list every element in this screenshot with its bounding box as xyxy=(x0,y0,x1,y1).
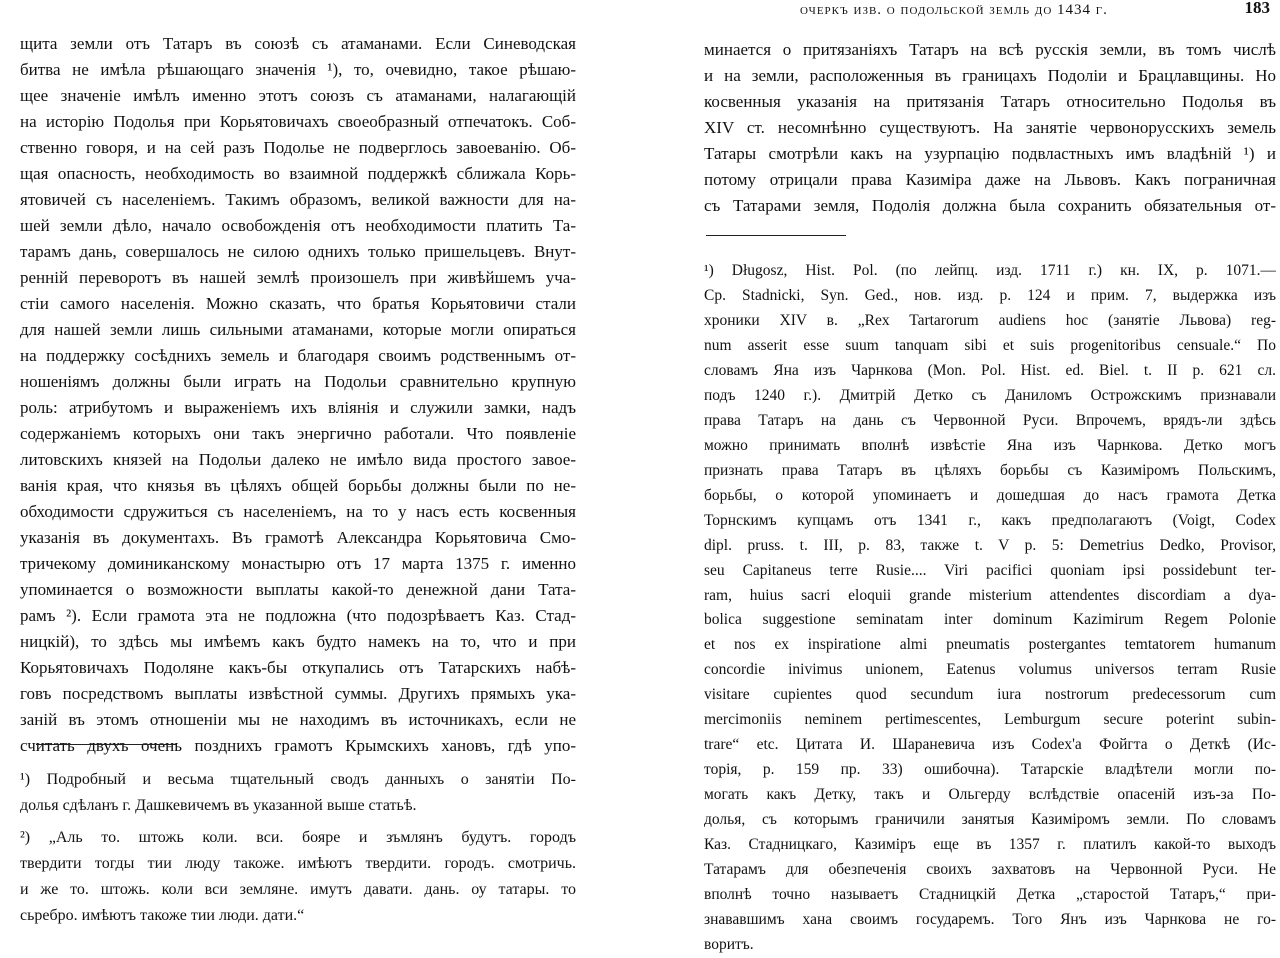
footnote-line: trare“ etc. Цитата И. Шараневича изъ Codex'a Фойгта о Деткѣ (Ис- xyxy=(704,736,1276,753)
body-line: рамъ ²). Если грамота эта не подложна (что подозрѣваетъ Каз. Стад- xyxy=(20,606,576,625)
footnote-line: ram, huius sacri eloquii grande misterium attendentes discordiam a dya- xyxy=(704,587,1276,604)
body-line: XIV ст. несомнѣнно существуютъ. На занятіе червонорусскихъ земель xyxy=(704,118,1276,137)
body-line: потому отрицали права Казиміра даже на Львовъ. Какъ пограничная xyxy=(704,170,1276,189)
body-line: щая опасность, необходимость во взаимной поддержкѣ сближала Корь- xyxy=(20,164,576,183)
body-line: ванія края, что князья въ цѣляхъ общей борьбы должны были по не- xyxy=(20,476,576,495)
footnote-line: concordie inivimus unionem, Eatenus volumus universos terram Rusie xyxy=(704,661,1276,678)
footnote-line: вполнѣ точно называетъ Стадницкій Детка „старостой Татаръ,“ при- xyxy=(704,886,1276,903)
body-line: Корьятовичахъ Подоляне какъ-бы откупались отъ Татарскихъ набѣ- xyxy=(20,658,576,677)
body-line: ницкій), то здѣсь мы имѣемъ какъ будто намекъ на то, что и при xyxy=(20,632,576,651)
footnote-line: и же то. штожь. коли вси земляне. имутъ давати. дань. оу татары. то xyxy=(20,881,576,898)
body-line: и на земли, расположенныя въ границахъ Подоліи и Брацлавщины. Но xyxy=(704,66,1276,85)
body-line: на поддержку сосѣднихъ земель и благодаря своимъ родственнымъ от- xyxy=(20,346,576,365)
body-line: литовскихъ князей на Подольи далеко не имѣло вида простого завое- xyxy=(20,450,576,469)
footnote-line: et nos ex inspiratione almi pneumatis postergantes temtatorem humanum xyxy=(704,636,1276,653)
body-line: стіи самого населенія. Можно сказать, что братья Корьятовичи стали xyxy=(20,294,576,313)
body-line: заній въ этомъ отношеніи мы не находимъ въ источникахъ, если не xyxy=(20,710,576,729)
body-line: ренній переворотъ въ нашей землѣ произошелъ при живѣйшемъ уча- xyxy=(20,268,576,287)
footnote-line: могать какъ Детку, такъ и Ольгерду вслѣдствіе опасеній изъ-за По- xyxy=(704,786,1276,803)
body-line: на исторію Подолья при Корьятовичахъ своеобразный отпечатокъ. Соб- xyxy=(20,112,576,131)
body-line: шей земли дѣло, начало освобожденія отъ необходимости платить Та- xyxy=(20,216,576,235)
footnote-line: mercimoniis neminem pertimescentes, Lemburgum secure poterint subin- xyxy=(704,711,1276,728)
footnote-line: dipl. pruss. t. III, p. 83, также t. V p. 5: Demetrius Dedko, Provisor, xyxy=(704,537,1276,554)
footnote-line: можно принимать вполнѣ извѣстіе Яна изъ Чарнкова. Детко могъ xyxy=(704,437,1276,454)
footnote-line: Каз. Стадницкаго, Казиміръ еще въ 1357 г. платилъ какой-то выходъ xyxy=(704,836,1276,853)
footnote-line: ¹) Подробный и весьма тщательный сводъ данныхъ о занятіи По- xyxy=(20,771,576,788)
footnote-line: долья, съ которымъ граничили занятыя Казиміромъ земли. По словамъ xyxy=(704,811,1276,828)
footnote-rule xyxy=(36,744,176,745)
footnote-line: visitare cupientes quod secundum iura nostrorum predecessorum cum xyxy=(704,686,1276,703)
footnote-line: права Татаръ на дань съ Червонной Руси. Впрочемъ, врядъ-ли здѣсь xyxy=(704,412,1276,429)
body-line: щита земли отъ Татаръ въ союзѣ съ атаманами. Если Синеводская xyxy=(20,34,576,53)
body-line: Татары смотрѣли какъ на узурпацію подвластныхъ имъ владѣній ¹) и xyxy=(704,144,1276,163)
footnote-line: словамъ Яна изъ Чарнкова (Mon. Pol. Hist. ed. Biel. t. II p. 621 сл. xyxy=(704,362,1276,379)
footnote-line: хроники XIV в. „Rex Tartarorum audiens hoc (занятіе Львова) reg- xyxy=(704,312,1276,329)
running-head: очеркъ изв. о подольской земль до 1434 г. xyxy=(800,2,1108,18)
body-line: съ Татарами земля, Подолія должна была сохранить обязательныя от- xyxy=(704,196,1276,215)
body-line: щее значеніе имѣлъ именно этотъ союзъ съ атаманами, налагающій xyxy=(20,86,576,105)
body-line: минается о притязаніяхъ Татаръ на всѣ русскія земли, въ томъ числѣ xyxy=(704,40,1276,59)
footnote-line: воритъ. xyxy=(704,936,754,953)
body-line: для нашей земли лишь сильными атаманами, которые могли опираться xyxy=(20,320,576,339)
body-line: ятовичей съ населеніемъ. Такимъ образомъ, великой важности для на- xyxy=(20,190,576,209)
page-number: 183 xyxy=(1244,0,1270,17)
body-line: упоминается о возможности выплаты какой-то денежной дани Тата- xyxy=(20,580,576,599)
footnote-line: Торнскимъ купцамъ отъ 1341 г., какъ предполагаютъ (Voigt, Codex xyxy=(704,512,1276,529)
footnote-line: твердити тогды тии люду такоже. имѣютъ твердити. городъ. смотричь. xyxy=(20,855,576,872)
footnote-rule xyxy=(706,235,846,236)
footnote-line: Татарамъ для обезпеченія своихъ захватовъ на Червонной Руси. Не xyxy=(704,861,1276,878)
body-line: битва не имѣла рѣшающаго значенія ¹), то, очевидно, такое рѣшаю- xyxy=(20,60,576,79)
footnote-line: num asserit esse suum tanquam sibi et suis progenitoribus censuale.“ По xyxy=(704,337,1276,354)
body-line: считать двухъ очень позднихъ грамотъ Крымскихъ хановъ, гдѣ упо- xyxy=(20,736,576,755)
body-line: ственно говоря, и на сей разъ Подолье не подверглось завоеванію. Об- xyxy=(20,138,576,157)
body-line: ношеніямъ должны были играть на Подольи сравнительно крупную xyxy=(20,372,576,391)
footnote-line: сьребро. имѣютъ такоже тии люди. дати.“ xyxy=(20,907,305,924)
body-line: говъ посредствомъ выплаты извѣстной суммы. Другихъ прямыхъ ука- xyxy=(20,684,576,703)
footnote-line: Cp. Stadnicki, Syn. Ged., нов. изд. p. 124 и прим. 7, выдержка изъ xyxy=(704,287,1276,304)
body-line: содержаніемъ которыхъ они такъ энергично работали. Что появленіе xyxy=(20,424,576,443)
footnote-line: торія, p. 159 пр. 33) ошибочна). Татарскіе владѣтели могли по- xyxy=(704,761,1276,778)
body-line: обходимости сдружиться съ населеніемъ, на то у насъ есть косвенныя xyxy=(20,502,576,521)
footnote-line: bolica suggestione seminatam inter dominum Kazimirum Regem Polonie xyxy=(704,611,1276,628)
body-line: роль: атрибутомъ и выраженіемъ ихъ вліянія и служили замки, надъ xyxy=(20,398,576,417)
footnote-line: борьбы, о которой упоминаетъ и дошедшая до насъ грамота Детка xyxy=(704,487,1276,504)
footnote-line: ²) „Аль то. штожь коли. вси. бояре и зъмлянъ будутъ. городъ xyxy=(20,829,576,846)
footnote-line: подъ 1240 г.). Дмитрій Детко съ Даниломъ Острожскимъ признавали xyxy=(704,387,1276,404)
body-line: тарамъ дань, совершалось не силою однихъ только пришельцевъ. Внут- xyxy=(20,242,576,261)
footnote-line: признать права Татаръ въ цѣляхъ борьбы съ Казиміромъ Польскимъ, xyxy=(704,462,1276,479)
footnote-line: знававшимъ хана своимъ государемъ. Того Янъ изъ Чарнкова не го- xyxy=(704,911,1276,928)
footnote-line: ¹) Długosz, Hist. Pol. (по лейпц. изд. 1711 г.) кн. IX, p. 1071.— xyxy=(704,262,1276,279)
body-line: указанія въ документахъ. Въ грамотѣ Александра Корьятовича Смо- xyxy=(20,528,576,547)
body-line: косвенныя указанія на притязанія Татаръ относительно Подолья въ xyxy=(704,92,1276,111)
body-line: тричекому доминиканскому монастырю отъ 17 марта 1375 г. именно xyxy=(20,554,576,573)
footnote-line: долья сдѣланъ г. Дашкевичемъ въ указанной выше статьѣ. xyxy=(20,797,417,814)
footnote-line: seu Capitaneus terre Rusie.... Viri pacifici quoniam ipsi possidebunt ter- xyxy=(704,562,1276,579)
